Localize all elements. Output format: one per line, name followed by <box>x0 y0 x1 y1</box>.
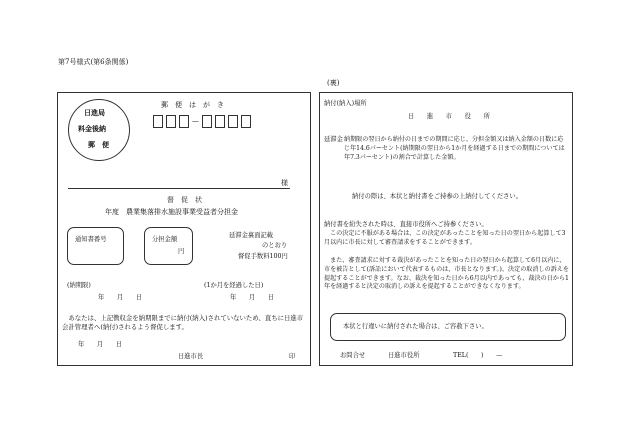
appeal-text: この決定に不服がある場合は、この決定があったことを知った日の翌日から起算して3月以内に市長に対して審査請求をすることができます。 <box>324 230 566 246</box>
mayor-label: 日進市長 <box>178 353 204 360</box>
contact-label: お問合せ <box>340 352 366 359</box>
payment-place: 日 進 市 役 所 <box>408 113 490 120</box>
postal-code-box <box>241 115 251 128</box>
payment-place-label: 納付(納入)場所 <box>324 100 367 107</box>
stamp-office: 日進局 <box>84 108 105 117</box>
notice-subtitle: 年度 農業集落排水施設事業受益者分担金 <box>105 208 238 216</box>
dunning-fee: 督促手数料100円 <box>238 253 288 260</box>
postal-code-box <box>179 115 189 128</box>
deadline-label: (納期限) <box>67 282 91 289</box>
postal-code-box <box>202 115 212 128</box>
address-line <box>68 188 290 189</box>
notice-number-label: 通知書番号 <box>75 236 107 243</box>
amount-field <box>144 227 193 265</box>
amount-unit: 円 <box>178 248 185 255</box>
issue-date-label: (1か月を経過した日) <box>204 282 264 289</box>
late-fee-note-2: のとおり <box>262 242 288 249</box>
late-fee-text: 納期限の翌日から納付の日までの期間に応じ、分担金額又は納入金額の日数に応じ年14.6パーセント(納期限の翌日から1か月を経過する日までの期間については年7.3パーセント)の割合で計算した金額。 <box>344 136 565 161</box>
seal-mark: 印 <box>289 353 296 360</box>
mismatch-notice: 本状と行違いに納付された場合は、ご容赦下さい。 <box>343 323 488 330</box>
postal-code-box <box>215 115 225 128</box>
postcard-label: 郵 便 は が き <box>161 101 224 109</box>
lawsuit-text: また、審査請求に対する裁決があったことを知った日の翌日から起算して6月以内に、市を被告として(訴訟において代表するものは、市長となります。)、決定の取消しの訴えを提起することができます。なお、裁決を知った日から6月以内であっても、裁決の日から1年を経過すると決定の取消しの訴えを提起することができなくなります。 <box>324 257 569 291</box>
addressee-suffix: 様 <box>281 179 288 187</box>
late-fee-label: 延滞金 <box>324 136 343 143</box>
postal-code-box <box>228 115 238 128</box>
postal-code-dash: — <box>192 117 199 125</box>
issue-date: 年 月 日 <box>230 294 275 301</box>
notice-number-field <box>67 227 124 265</box>
lost-notice: 納付書を紛失された時は、直接市役所へご持参ください。 <box>324 221 488 228</box>
contact-office: 日進市役所 <box>388 352 420 359</box>
back-side-label: (裏) <box>327 79 340 87</box>
notice-title: 督 促 状 <box>167 196 202 204</box>
contact-tel: TEL( ) — <box>453 352 503 359</box>
amount-label: 分担金額 <box>152 236 178 243</box>
bring-notice: 納付の際は、本状と納付書をご持参の上納付してください。 <box>352 193 523 200</box>
form-number: 第7号様式(第6条関係) <box>58 58 129 66</box>
sign-date: 年 月 日 <box>78 341 123 348</box>
postal-code-box <box>166 115 176 128</box>
late-fee-note: 延滞金裏面記載 <box>229 232 274 239</box>
stamp-postage-paid: 料金後納 <box>78 124 106 133</box>
deadline-date: 年 月 日 <box>98 294 143 301</box>
postal-code-box <box>153 115 163 128</box>
dunning-message: あなたは、上記徴収金を納期限までに納付(納入)されていないため、直ちに日進市会計管理者へ(納付)されるよう督促します。 <box>62 314 304 331</box>
stamp-mail: 郵 便 <box>88 140 109 149</box>
